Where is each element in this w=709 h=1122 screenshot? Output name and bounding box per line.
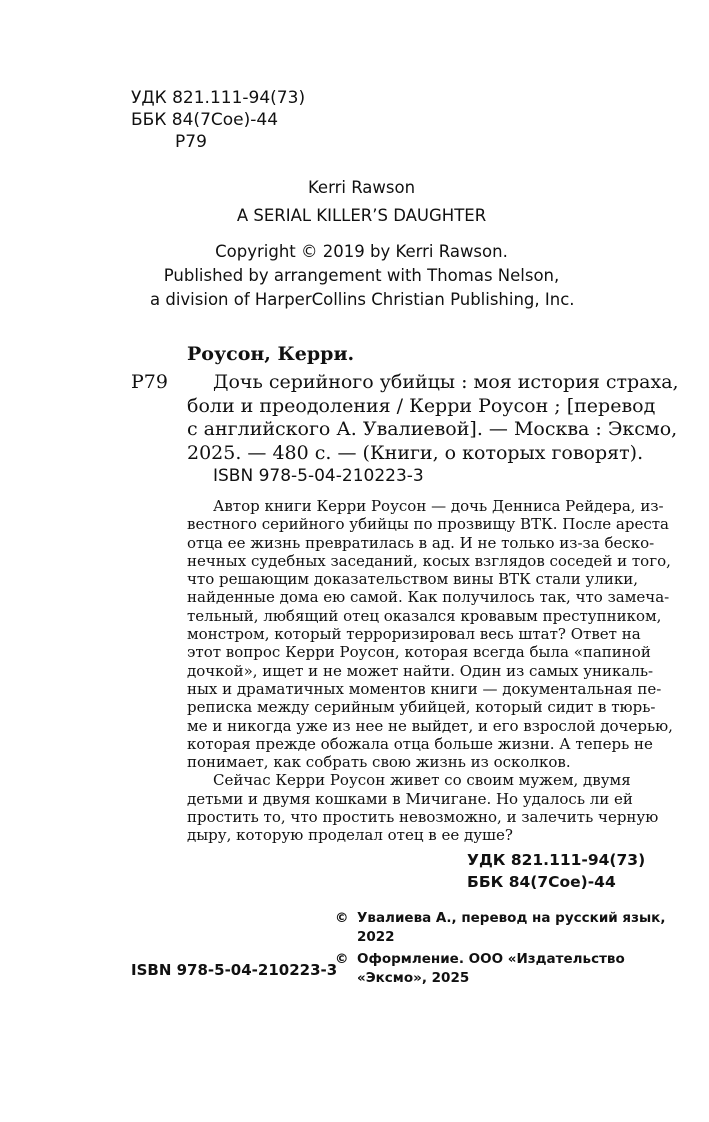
bbk-code: ББК 84(7Сое)-44 xyxy=(131,110,279,130)
copyright-text-line: Увалиева А., перевод на русский язык, xyxy=(357,910,666,926)
abstract-line: дыру, которую проделал отец в ее душе? xyxy=(187,826,513,845)
abstract xyxy=(187,497,673,845)
design-copyright xyxy=(335,950,665,987)
copyright-text-line: Оформление. ООО «Издательство xyxy=(357,951,625,967)
original-author: Kerri Rawson xyxy=(307,178,416,197)
copyright-line: a division of HarperCollins Christian Publishing, Inc. xyxy=(150,290,575,309)
udk-code: УДК 821.111-94(73) xyxy=(131,88,306,108)
abstract-line: тельный, любящий отец оказался кровавым преступником, xyxy=(187,606,662,625)
translation-copyright xyxy=(335,909,665,946)
bottom-classification-codes xyxy=(467,849,645,893)
bottom-udk-code: УДК 821.111-94(73) xyxy=(467,851,646,869)
abstract-line: реписка между серийным убийцей, который сидит в тюрь- xyxy=(187,698,656,717)
abstract-line: детьми и двумя кошками в Мичигане. Но удалось ли ей xyxy=(187,789,633,808)
copyright-line: Published by arrangement with Thomas Nelson, xyxy=(163,266,560,285)
abstract-line: простить то, что простить невозможно, и залечить черную xyxy=(187,808,659,827)
abstract-line: отца ее жизнь превратилась в ад. И не только из-за беско- xyxy=(187,533,655,552)
copyright-notices xyxy=(335,909,665,987)
classification-codes xyxy=(131,87,305,153)
abstract-line: Автор книги Керри Роусон — дочь Денниса Рейдера, из- xyxy=(213,497,664,515)
bottom-isbn: ISBN 978-5-04-210223-3 xyxy=(131,961,338,979)
original-copyright xyxy=(150,240,573,312)
abstract-line: Сейчас Керри Роусон живет со своим мужем, двумя xyxy=(213,771,631,790)
abstract-paragraph xyxy=(187,771,659,845)
catalog-author-heading: Роусон, Керри. xyxy=(187,343,355,365)
description-line: боли и преодоления / Керри Роусон ; [перевод xyxy=(187,394,656,417)
copyright-text-line: «Эксмо», 2025 xyxy=(357,969,470,986)
copyright-sign: © xyxy=(335,951,349,967)
description-line: с английского А. Увалиевой]. — Москва : Эксмо, xyxy=(187,418,678,440)
copyright-sign: © xyxy=(335,910,349,926)
abstract-paragraph xyxy=(187,497,673,772)
abstract-line: вестного серийного убийцы по прозвищу ВТК. После ареста xyxy=(187,515,669,534)
catalog-mark: Р79 xyxy=(131,371,168,393)
description-line: Дочь серийного убийцы : моя история страха, xyxy=(213,371,679,393)
abstract-line: нечных судебных заседаний, косых взглядов соседей и того, xyxy=(187,551,671,570)
catalog-description xyxy=(187,371,679,465)
abstract-line: этот вопрос Керри Роусон, которая всегда была «папиной xyxy=(187,643,651,662)
abstract-line: которая прежде обожала отца больше жизни. А теперь не xyxy=(187,734,653,753)
abstract-line: монстром, который терроризировал весь штат? Ответ на xyxy=(187,625,641,644)
bottom-bbk-code: ББК 84(7Сое)-44 xyxy=(467,873,616,891)
author-mark: Р79 xyxy=(175,132,207,152)
abstract-line: ме и никогда уже из нее не выйдет, и его взрослой дочерью, xyxy=(187,716,673,735)
copyright-text-line: 2022 xyxy=(357,928,395,945)
original-title: A SERIAL KILLER’S DAUGHTER xyxy=(236,206,487,225)
original-edition-info xyxy=(150,176,573,312)
copyright-line: Copyright © 2019 by Kerri Rawson. xyxy=(215,242,508,261)
abstract-line: дочкой», ищет и не может найти. Один из самых уникаль- xyxy=(187,661,654,680)
abstract-line: ных и драматичных моментов книги — документальная пе- xyxy=(187,679,662,698)
abstract-line: найденные дома ею самой. Как получилось так, что замеча- xyxy=(187,588,670,607)
description-line: 2025. — 480 с. — (Книги, о которых говорят). xyxy=(187,441,644,464)
abstract-line: понимает, как собрать свою жизнь из осколков. xyxy=(187,753,571,772)
abstract-line: что решающим доказательством вины ВТК стали улики, xyxy=(187,570,638,589)
catalog-isbn: ISBN 978-5-04-210223-3 xyxy=(213,466,424,486)
